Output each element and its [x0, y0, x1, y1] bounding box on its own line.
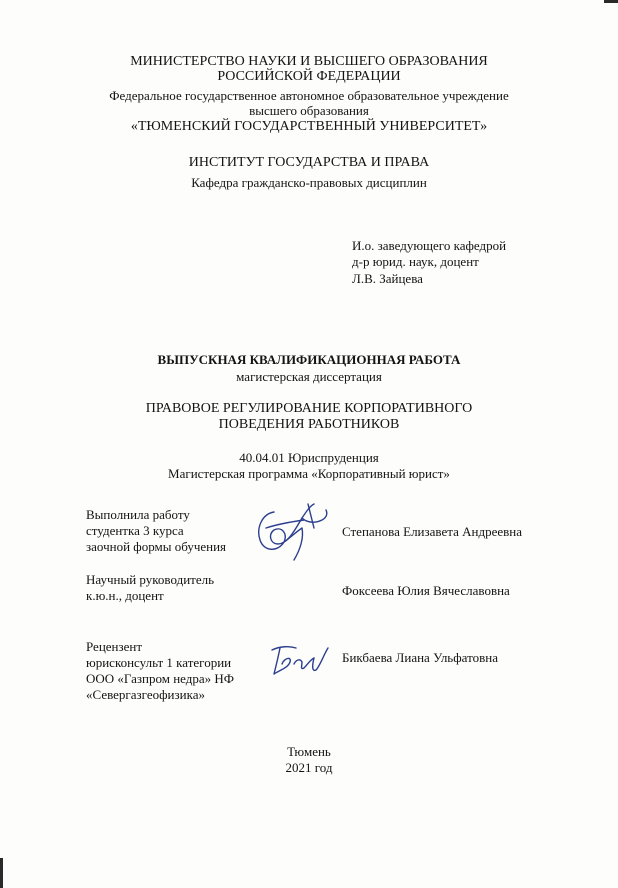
- reviewer-label-2: юрисконсульт 1 категории: [86, 655, 232, 670]
- approval-degree: д-р юрид. наук, доцент: [352, 254, 479, 269]
- scan-artifact: [604, 0, 618, 3]
- reviewer-signature: [266, 640, 336, 680]
- approval-position: И.о. заведующего кафедрой: [352, 238, 507, 253]
- student-label-1: Выполнила работу: [86, 507, 190, 522]
- university-name: «ТЮМЕНСКИЙ ГОСУДАРСТВЕННЫЙ УНИВЕРСИТЕТ»: [130, 119, 488, 134]
- thesis-title-line-2: ПОВЕДЕНИЯ РАБОТНИКОВ: [218, 417, 400, 432]
- program-name: Магистерская программа «Корпоративный юрист»: [168, 466, 450, 481]
- department-name: Кафедра гражданско-правовых дисциплин: [191, 175, 427, 190]
- work-type: ВЫПУСКНАЯ КВАЛИФИКАЦИОННАЯ РАБОТА: [157, 352, 461, 367]
- student-label-2: студентка 3 курса: [86, 523, 184, 538]
- supervisor-label-1: Научный руководитель: [86, 572, 215, 587]
- thesis-title-line-1: ПРАВОВОЕ РЕГУЛИРОВАНИЕ КОРПОРАТИВНОГО: [145, 401, 473, 416]
- institution-line-2: высшего образования: [249, 103, 369, 118]
- reviewer-label-1: Рецензент: [86, 639, 143, 654]
- student-label-3: заочной формы обучения: [86, 539, 227, 554]
- reviewer-name: Бикбаева Лиана Ульфатовна: [342, 650, 498, 665]
- year: 2021 год: [285, 760, 333, 775]
- approval-name: Л.В. Зайцева: [352, 271, 423, 286]
- institution-line-1: Федеральное государственное автономное образовательное учреждение: [109, 88, 509, 103]
- supervisor-name: Фоксеева Юлия Вячеславовна: [342, 583, 510, 598]
- student-signature: [244, 498, 334, 568]
- student-name: Степанова Елизавета Андреевна: [342, 524, 522, 539]
- specialty-code: 40.04.01 Юриспруденция: [239, 450, 379, 465]
- supervisor-label-2: к.ю.н., доцент: [86, 588, 164, 603]
- ministry-line-1: МИНИСТЕРСТВО НАУКИ И ВЫСШЕГО ОБРАЗОВАНИЯ: [130, 54, 488, 69]
- reviewer-label-3: ООО «Газпром недра» НФ: [86, 671, 235, 686]
- city: Тюмень: [287, 744, 331, 759]
- institute-name: ИНСТИТУТ ГОСУДАРСТВА И ПРАВА: [188, 155, 430, 170]
- work-subtype: магистерская диссертация: [236, 369, 382, 384]
- ministry-line-2: РОССИЙСКОЙ ФЕДЕРАЦИИ: [217, 69, 401, 84]
- reviewer-label-4: «Севергазгеофизика»: [86, 687, 205, 702]
- scan-artifact: [0, 858, 3, 888]
